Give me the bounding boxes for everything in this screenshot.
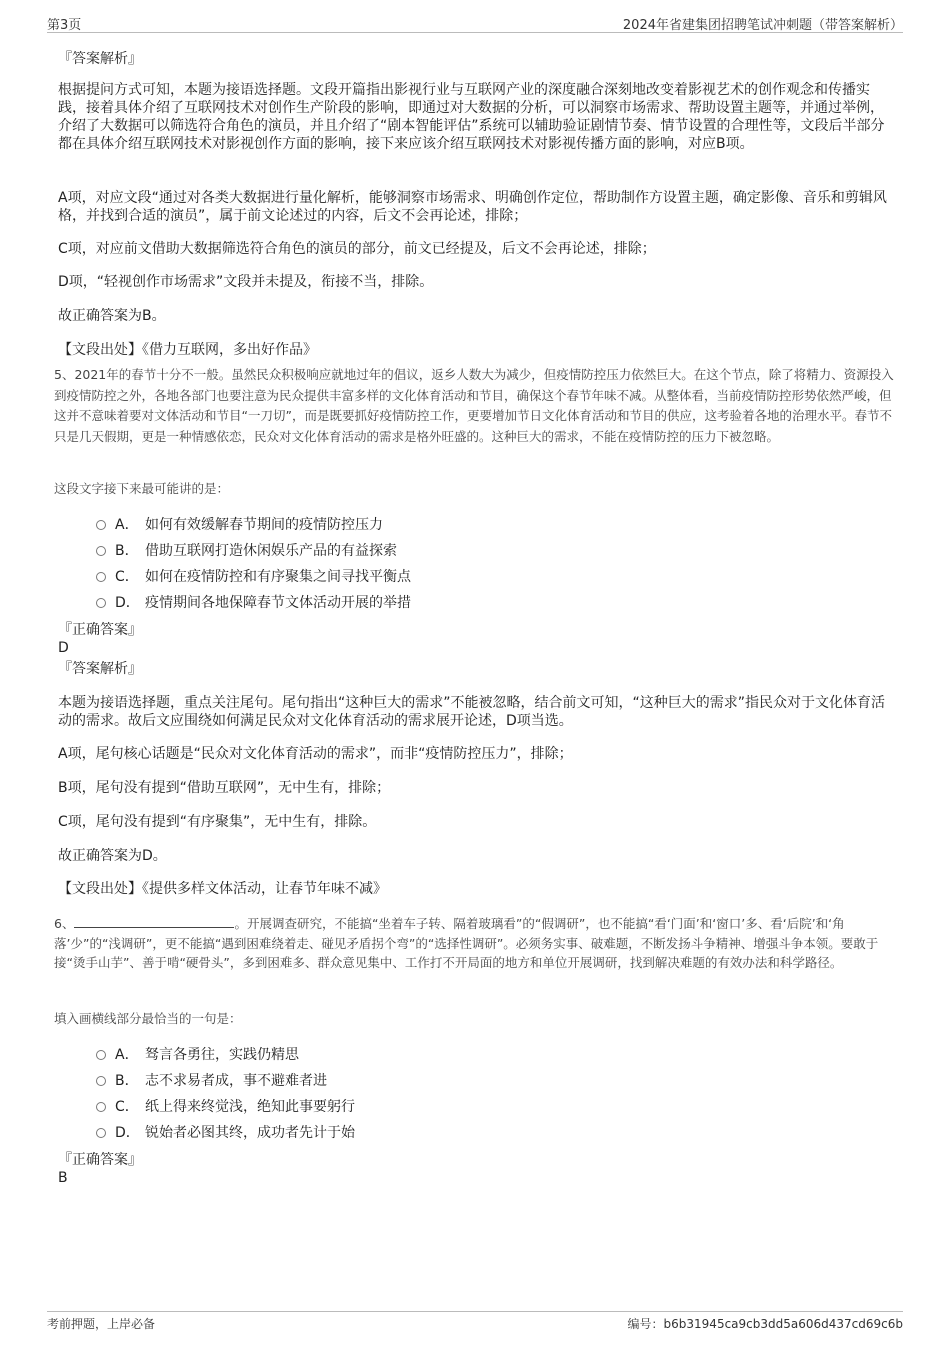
option-letter: C． xyxy=(115,569,139,585)
radio-button[interactable] xyxy=(96,1128,106,1138)
option-text: 疫情期间各地保障春节文体活动开展的举措 xyxy=(145,595,411,611)
q4-source: 【文段出处】《借力互联网，多出好作品》 xyxy=(58,342,317,358)
option-letter: B． xyxy=(115,1073,139,1089)
q4-analysis-p2: A项，对应文段“通过对各类大数据进行量化解析，能够洞察市场需求、明确创作定位，帮助制作方设置主题，确定影像、音乐和剪辑风格，并找到合适的演员”，属于前文论述过的内容，后文不会再论述，排除； xyxy=(58,190,887,224)
q5-analysis-p2: A项，尾句核心话题是“民众对文化体育活动的需求”，而非“疫情防控压力”，排除； xyxy=(58,746,573,762)
option-letter: B． xyxy=(115,543,139,559)
q5-analysis-p3: B项，尾句没有提到“借助互联网”，无中生有，排除； xyxy=(58,780,391,796)
q4-analysis-p3: C项，对应前文借助大数据筛选符合角色的演员的部分，前文已经提及，后文不会再论述，排除； xyxy=(58,241,656,257)
option-letter: D． xyxy=(115,595,140,611)
q5-analysis-p1: 本题为接语选择题，重点关注尾句。尾句指出“这种巨大的需求”不能被忽略，结合前文可知，“这种巨大的需求”指民众对于文化体育活动的需求。故后文应围绕如何满足民众对文化体育活动的需求展开论述，D项当选。 xyxy=(58,695,886,729)
q4-analysis-p1: 根据提问方式可知，本题为接语选择题。文段开篇指出影视行业与互联网产业的深度融合深刻地改变着影视艺术的创作观念和传播实践，接着具体介绍了互联网技术对创作生产阶段的影响，即通过对大数据的分析，可以洞察市场需求、帮助设置主题等，并通过举例，介绍了大数据可以筛选符合角色的演员，并且介绍了“剧本智能评估”系统可以辅助验证剧情节奏、情节设置的合理性等，文段后半部分都在具体介绍互联网技术对影视创作方面的影响，接下来应该介绍互联网技术对影视传播方面的影响，对应B项。 xyxy=(58,82,885,152)
option-text: 如何在疫情防控和有序聚集之间寻找平衡点 xyxy=(145,569,411,585)
q5-analysis-p4: C项，尾句没有提到“有序聚集”，无中生有，排除。 xyxy=(58,814,377,830)
q6-stem xyxy=(54,914,896,973)
document-code: 编号：b6b31945ca9cb3dd5a606d437cd69c6b xyxy=(627,1317,903,1331)
q5-analysis-label: 『答案解析』 xyxy=(58,661,142,677)
q5-analysis-p5: 故正确答案为D。 xyxy=(58,848,167,864)
option-text: 纸上得来终觉浅，绝知此事要躬行 xyxy=(145,1099,355,1115)
radio-button[interactable] xyxy=(96,572,106,582)
option-text: 驽言各勇往，实践仍精思 xyxy=(145,1047,299,1063)
q6-number: 6、 xyxy=(54,916,75,931)
option-text: 如何有效缓解春节期间的疫情防控压力 xyxy=(145,517,383,533)
page-header xyxy=(47,14,903,33)
page-footer xyxy=(47,1311,903,1331)
q4-analysis-p4: D项，“轻视创作市场需求”文段并未提及，衔接不当，排除。 xyxy=(58,274,434,290)
page-number: 第3页 xyxy=(47,18,82,33)
q4-analysis-label: 『答案解析』 xyxy=(58,51,142,67)
q6-answer: B xyxy=(58,1170,68,1186)
q5-stem: 5、2021年的春节十分不一般。虽然民众积极响应就地过年的倡议，返乡人数大为减少，但疫情防控压力依然巨大。在这个节点，除了将精力、资源投入到疫情防控之外，各地各部门也要注意为民众提供丰富多样的文化体育活动和节目，确保这个春节年味不减。从整体看，当前疫情防控形势依然严峻，但这并不意味着要对文体活动和节目“一刀切”，而是既要抓好疫情防控工作，更要增加节日文化体育活动和节目的供应，这考验着各地的治理水平。春节不只是几天假期，更是一种情感依恋，民众对文化体育活动的需求是格外旺盛的。这种巨大的需求，不能在疫情防控的压力下被忽略。 xyxy=(54,367,894,444)
option-letter: A． xyxy=(115,1047,139,1063)
option-text: 锐始者必图其终，成功者先计于始 xyxy=(145,1125,355,1141)
q4-analysis-p5: 故正确答案为B。 xyxy=(58,308,166,324)
option-text: 志不求易者成，事不避难者进 xyxy=(145,1073,327,1089)
radio-button[interactable] xyxy=(96,598,106,608)
q5-answer-label: 『正确答案』 xyxy=(58,622,142,638)
option-letter: D． xyxy=(115,1125,140,1141)
option-letter: A． xyxy=(115,517,139,533)
option-text: 借助互联网打造休闲娱乐产品的有益探索 xyxy=(145,543,397,559)
q6-stem-text: 。开展调查研究，不能搞“坐着车子转、隔着玻璃看”的“假调研”，也不能搞“看‘门面’和‘窗口’多、看‘后院’和‘角落’少”的“浅调研”，更不能搞“遇到困难绕着走、碰见矛盾拐个弯”的“选择性调研”。必须务实事、破难题，不断发扬斗争精神、增强斗争本领。要敢于接“烫手山芋”、善于啃“硬骨头”，多到困难多、群众意见集中、工作打不开局面的地方和单位开展调研，找到解决难题的有效办法和科学路径。 xyxy=(54,916,879,970)
fill-in-blank xyxy=(74,915,234,928)
q5-question: 这段文字接下来最可能讲的是： xyxy=(54,481,230,496)
option-letter: C． xyxy=(115,1099,139,1115)
document-title: 2024年省建集团招聘笔试冲刺题（带答案解析） xyxy=(622,18,903,33)
radio-button[interactable] xyxy=(96,1102,106,1112)
radio-button[interactable] xyxy=(96,1050,106,1060)
q6-answer-label: 『正确答案』 xyxy=(58,1152,142,1168)
radio-button[interactable] xyxy=(96,520,106,530)
q5-answer: D xyxy=(58,640,69,656)
q5-source: 【文段出处】《提供多样文体活动，让春节年味不减》 xyxy=(58,881,387,897)
radio-button[interactable] xyxy=(96,546,106,556)
footer-slogan: 考前押题，上岸必备 xyxy=(47,1317,156,1331)
q6-question: 填入画横线部分最恰当的一句是： xyxy=(54,1011,242,1026)
radio-button[interactable] xyxy=(96,1076,106,1086)
